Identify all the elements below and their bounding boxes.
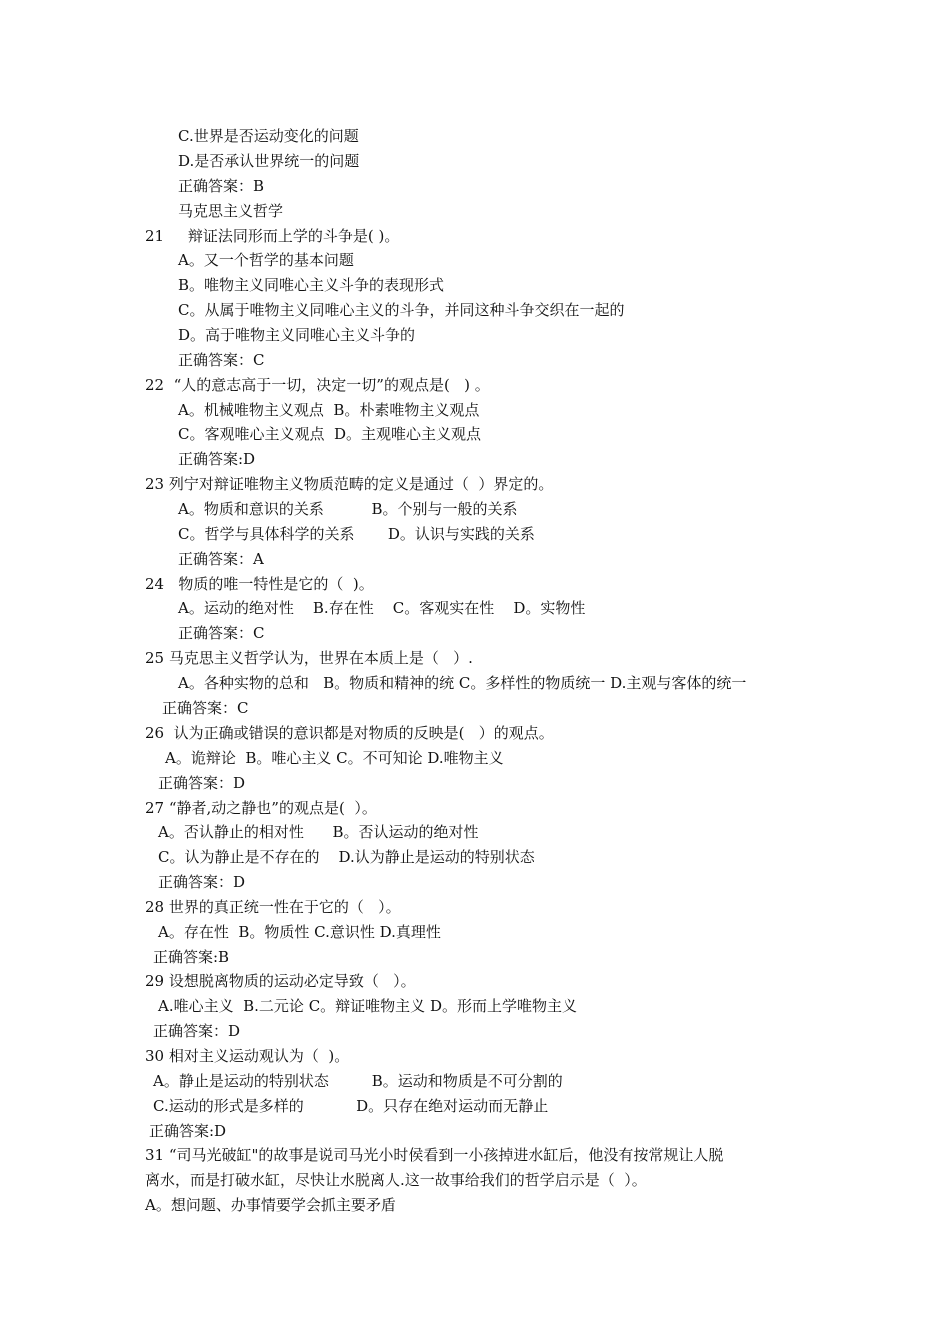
text-line: 正确答案：C	[178, 624, 265, 642]
text-line: 30 相对主义运动观认为（ )。	[145, 1047, 350, 1065]
text-line: 正确答案:B	[153, 948, 230, 966]
text-line: C。哲学与具体科学的关系 D。认识与实践的关系	[178, 525, 535, 543]
text-line: C。认为静止是不存在的 D.认为静止是运动的特别状态	[158, 848, 535, 866]
text-line: 31 “司马光破缸"的故事是说司马光小时侯看到一小孩掉进水缸后，他没有按常规让人脱	[145, 1146, 724, 1164]
text-line: 正确答案:D	[149, 1122, 227, 1140]
text-line: 马克思主义哲学	[178, 202, 284, 220]
text-line: 正确答案：C	[162, 699, 249, 717]
text-line: A.唯心主义 B.二元论 C。辩证唯物主义 D。形而上学唯物主义	[158, 997, 577, 1015]
text-line: C。从属于唯物主义同唯心主义的斗争，并同这种斗争交织在一起的	[178, 301, 625, 319]
text-line: A。机械唯物主义观点 B。朴素唯物主义观点	[178, 401, 480, 419]
text-line: 23 列宁对辩证唯物主义物质范畴的定义是通过（ ）界定的。	[145, 475, 554, 493]
text-line: A。存在性 B。物质性 C.意识性 D.真理性	[158, 923, 441, 941]
text-line: 离水，而是打破水缸，尽快让水脱离人.这一故事给我们的哲学启示是（ ）。	[145, 1171, 647, 1189]
text-line: D。高于唯物主义同唯心主义斗争的	[178, 326, 416, 344]
text-line: 21 辩证法同形而上学的斗争是( )。	[145, 227, 400, 245]
text-line: A。又一个哲学的基本问题	[178, 251, 354, 269]
text-line: A。物质和意识的关系 B。个别与一般的关系	[178, 500, 518, 518]
text-line: 27 “静者,动之静也”的观点是( ）。	[145, 799, 377, 817]
text-line: A。运动的绝对性 B.存在性 C。客观实在性 D。实物性	[178, 599, 586, 617]
text-line: A。静止是运动的特别状态 B。运动和物质是不可分割的	[153, 1072, 563, 1090]
text-line: C。客观唯心主义观点 D。主观唯心主义观点	[178, 425, 482, 443]
text-line: 28 世界的真正统一性在于它的（ ）。	[145, 898, 401, 916]
text-line: 正确答案：A	[178, 550, 264, 568]
text-line: 26 认为正确或错误的意识都是对物质的反映是( ）的观点。	[145, 724, 554, 742]
text-line: 正确答案：B	[178, 177, 265, 195]
text-line: 正确答案：D	[158, 774, 246, 792]
text-line: 正确答案：D	[153, 1022, 241, 1040]
text-line: A。诡辩论 B。唯心主义 C。不可知论 D.唯物主义	[165, 749, 504, 767]
text-line: 正确答案：D	[158, 873, 246, 891]
text-line: 正确答案：C	[178, 351, 265, 369]
text-line: 24 物质的唯一特性是它的（ )。	[145, 575, 374, 593]
text-line: D.是否承认世界统一的问题	[178, 152, 360, 170]
text-line: 25 马克思主义哲学认为，世界在本质上是（ ）.	[145, 649, 473, 667]
text-line: B。唯物主义同唯心主义斗争的表现形式	[178, 276, 445, 294]
text-line: A。各种实物的总和 B。物质和精神的统 C。多样性的物质统一 D.主观与客体的统一	[178, 674, 747, 692]
text-line: 29 设想脱离物质的运动必定导致（ ）。	[145, 972, 416, 990]
text-line: C.运动的形式是多样的 D。只存在绝对运动而无静止	[153, 1097, 549, 1115]
text-line: 正确答案:D	[178, 450, 256, 468]
text-line: A。否认静止的相对性 B。否认运动的绝对性	[158, 823, 479, 841]
text-line: 22 “人的意志高于一切，决定一切”的观点是( ) 。	[145, 376, 490, 394]
text-line: A。想问题、办事情要学会抓主要矛盾	[145, 1196, 396, 1214]
text-line: C.世界是否运动变化的问题	[178, 127, 359, 145]
